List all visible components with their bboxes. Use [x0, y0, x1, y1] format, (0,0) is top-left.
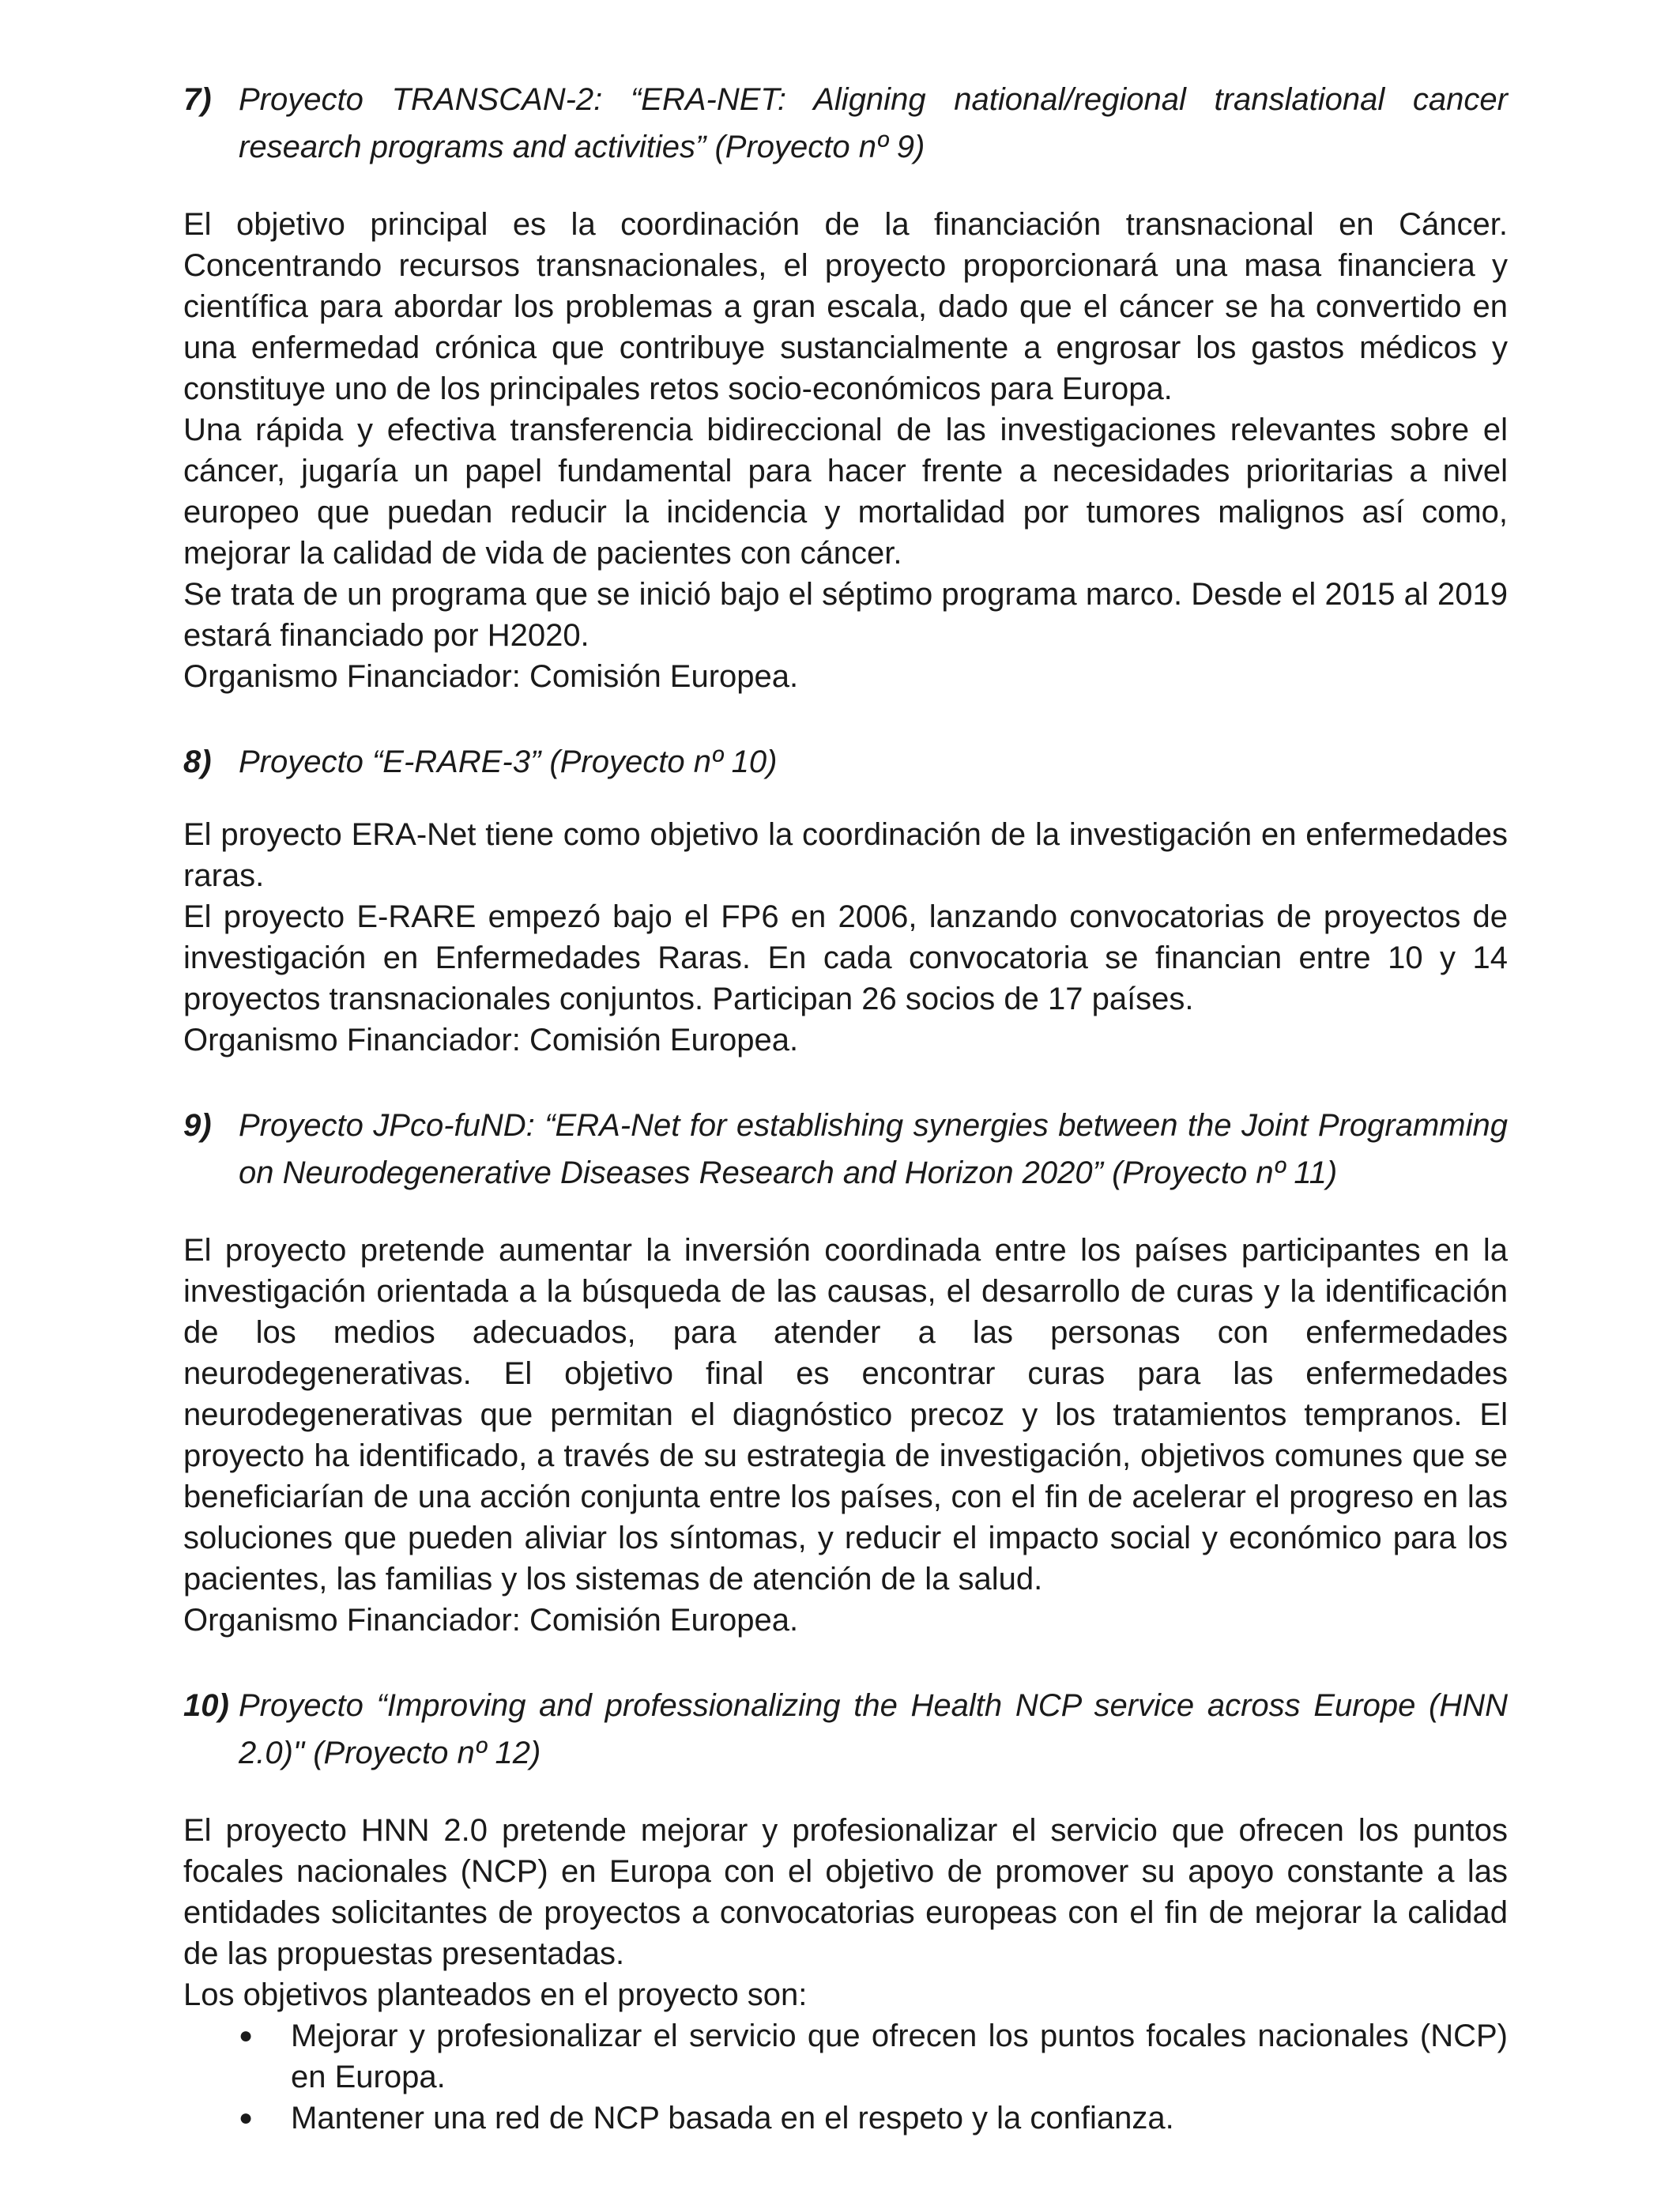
paragraph: El proyecto HNN 2.0 pretende mejorar y profesionalizar el servicio que ofrecen los puntos focales nacionales (NCP) en Europa con el objetivo de promover su apoyo constante a las entidades solicitantes de proyectos a convocatorias europeas con el fin de mejorar la calidad de las propuestas presentadas. — [183, 1813, 1508, 1971]
funding-organization: Organismo Financiador: Comisión Europea. — [183, 659, 799, 694]
paragraph: El proyecto ERA-Net tiene como objetivo la coordinación de la investigación en enfermedades raras. — [183, 817, 1508, 893]
section-title: Proyecto “E-RARE-3” (Proyecto nº 10) — [239, 745, 778, 779]
section-heading — [183, 76, 1508, 171]
section-title: Proyecto “Improving and professionalizing the Health NCP service across Europe (HNN 2.0)" (Proyecto nº 12) — [239, 1688, 1508, 1770]
section-title: Proyecto TRANSCAN-2: “ERA-NET: Aligning national/regional translational cancer research programs and activities” (Proyecto nº 9) — [239, 82, 1508, 164]
section-number: 8) — [183, 745, 212, 779]
list-item — [183, 2015, 1508, 2098]
section-number: 7) — [183, 82, 212, 117]
funding-organization: Organismo Financiador: Comisión Europea. — [183, 1023, 799, 1057]
list-item-text: Mantener una red de NCP basada en el respeto y la confianza. — [291, 2101, 1174, 2136]
bullet-icon: ● — [239, 2105, 254, 2131]
section-8 — [183, 738, 1508, 1061]
paragraph: El proyecto E-RARE empezó bajo el FP6 en 2006, lanzando convocatorias de proyectos de investigación en Enfermedades Raras. En cada convocatoria se financian entre 10 y 14 proyectos transnacionales conjuntos. Participan 26 socios de 17 países. — [183, 899, 1508, 1016]
section-heading — [183, 1102, 1508, 1197]
section-heading — [183, 1682, 1508, 1777]
objectives-list — [183, 2015, 1508, 2139]
funding-organization: Organismo Financiador: Comisión Europea. — [183, 1603, 799, 1638]
list-item — [183, 2098, 1508, 2139]
section-10 — [183, 1682, 1508, 2139]
section-number: 10) — [183, 1688, 229, 1723]
list-item-text: Mejorar y profesionalizar el servicio que ofrecen los puntos focales nacionales (NCP) en Europa. — [291, 2019, 1508, 2094]
paragraph: Se trata de un programa que se inició bajo el séptimo programa marco. Desde el 2015 al 2019 estará financiado por H2020. — [183, 577, 1508, 653]
paragraph: Una rápida y efectiva transferencia bidireccional de las investigaciones relevantes sobre el cáncer, jugaría un papel fundamental para hacer frente a necesidades prioritarias a nivel europeo que puedan reducir la incidencia y mortalidad por tumores malignos así como, mejorar la calidad de vida de pacientes con cáncer. — [183, 413, 1508, 571]
section-heading — [183, 738, 1508, 786]
section-9 — [183, 1102, 1508, 1641]
section-7 — [183, 76, 1508, 697]
paragraph: El proyecto pretende aumentar la inversión coordinada entre los países participantes en la investigación orientada a la búsqueda de las causas, el desarrollo de curas y la identificación de los medios adecuados, para atender a las personas con enfermedades neurodegenerativas. El objetivo final es encontrar curas para las enfermedades neurodegenerativas que permitan el diagnóstico precoz y los tratamientos tempranos. El proyecto ha identificado, a través de su estrategia de investigación, objetivos comunes que se beneficiarían de una acción conjunta entre los países, con el fin de acelerar el progreso en las soluciones que pueden aliviar los síntomas, y reducir el impacto social y económico para los pacientes, las familias y los sistemas de atención de la salud. — [183, 1233, 1508, 1596]
paragraph: El objetivo principal es la coordinación de la financiación transnacional en Cáncer. Concentrando recursos transnacionales, el proyecto proporcionará una masa financiera y científica para abordar los problemas a gran escala, dado que el cáncer se ha convertido en una enfermedad crónica que contribuye sustancialmente a engrosar los gastos médicos y constituye uno de los principales retos socio-económicos para Europa. — [183, 207, 1508, 406]
section-number: 9) — [183, 1108, 212, 1143]
section-title: Proyecto JPco-fuND: “ERA-Net for establishing synergies between the Joint Programming on Neurodegenerative Diseases Research and Horizon 2020” (Proyecto nº 11) — [239, 1108, 1508, 1190]
bullet-icon: ● — [239, 2022, 254, 2049]
paragraph: Los objetivos planteados en el proyecto son: — [183, 1977, 808, 2012]
